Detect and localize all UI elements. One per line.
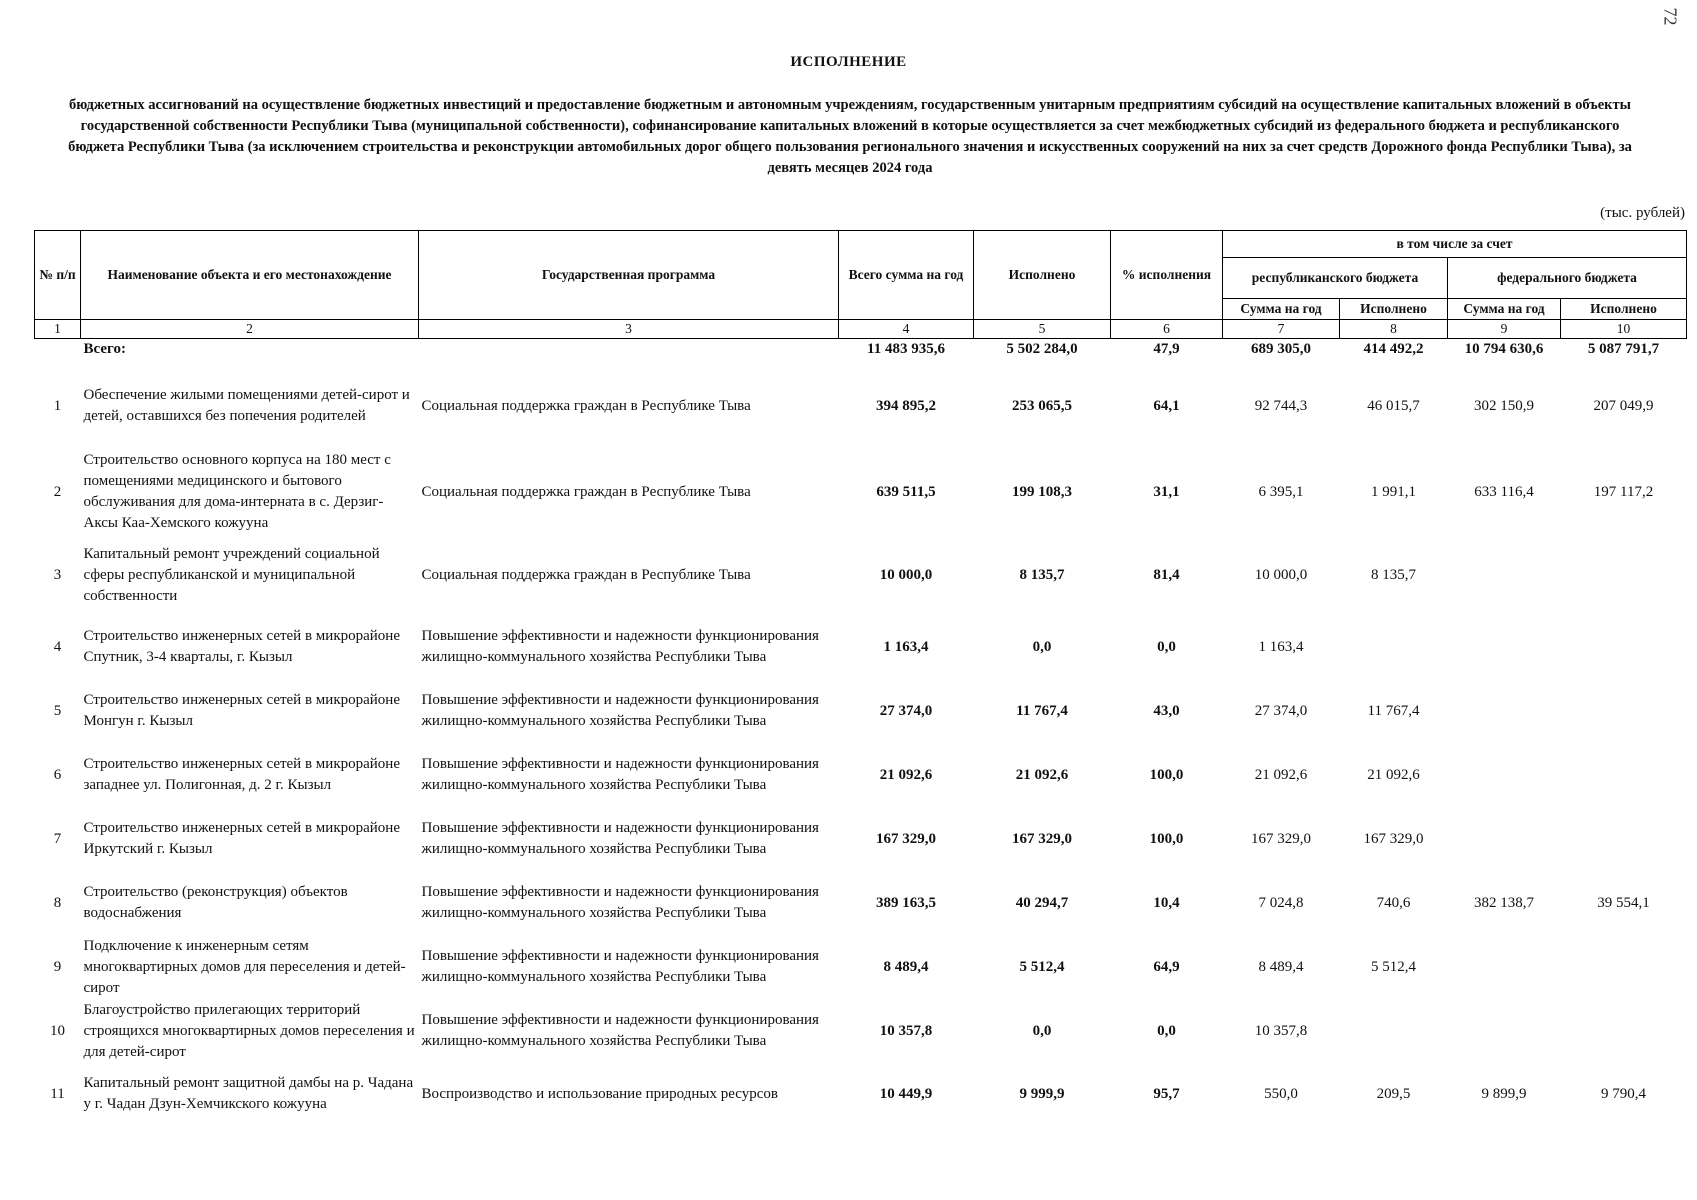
fed-exec-value: 197 117,2: [1593, 483, 1654, 500]
total-year-value: 394 895,2: [876, 397, 936, 414]
table-row: [35, 999, 1687, 1063]
page-mark: 72: [1660, 7, 1681, 26]
header-percent: % исполнения: [1111, 231, 1223, 320]
total-executed: 5 502 284,0: [1006, 341, 1078, 357]
total-year-value: 639 511,5: [876, 483, 936, 500]
table-row: [35, 679, 1687, 743]
fed-exec-value: [1561, 535, 1687, 615]
rep-exec-value: 11 767,4: [1367, 702, 1420, 719]
row-num: 7: [53, 830, 62, 847]
object-name: Обеспечение жилыми помещениями детей-сирот и детей, оставшихся без попечения родителей: [83, 387, 410, 424]
program-name: Социальная поддержка граждан в Республике Тыва: [421, 397, 751, 414]
rep-year-value: 92 744,3: [1254, 397, 1308, 414]
object-name: Благоустройство прилегающих территорий строящихся многоквартирных домов переселения и для детей-сирот: [83, 1001, 415, 1060]
percent-value: 0,0: [1157, 638, 1176, 655]
total-rep-exec: 414 492,2: [1363, 341, 1424, 357]
colnum: 8: [1340, 320, 1448, 339]
fed-year-value: 633 116,4: [1474, 483, 1534, 500]
object-name: Капитальный ремонт защитной дамбы на р. Чадана у г. Чадан Дзун-Хемчикского кожууна: [83, 1075, 414, 1112]
rep-exec-value: 209,5: [1376, 1085, 1411, 1102]
fed-year-value: 302 150,9: [1474, 397, 1534, 414]
table-row: [35, 935, 1687, 999]
total-year-value: 10 000,0: [879, 566, 933, 583]
fed-exec-value: [1561, 935, 1687, 999]
total-year-value: 10 357,8: [879, 1022, 933, 1039]
object-name: Строительство инженерных сетей в микрорайоне Монгун г. Кызыл: [83, 692, 400, 729]
rep-year-value: 10 000,0: [1254, 566, 1308, 583]
total-year-value: 8 489,4: [883, 958, 929, 975]
percent-value: 43,0: [1153, 702, 1180, 719]
table-row: [35, 615, 1687, 679]
header-including: в том числе за счет: [1223, 231, 1687, 258]
row-num: 5: [53, 702, 62, 719]
object-name: Подключение к инженерным сетям многоквартирных домов для переселения и детей-сирот: [83, 937, 406, 996]
row-num: 4: [53, 638, 62, 655]
header-name: Наименование объекта и его местонахождение: [81, 231, 419, 320]
rep-year-value: 1 163,4: [1258, 638, 1304, 655]
header-executed: Исполнено: [974, 231, 1111, 320]
executed-value: 253 065,5: [1012, 397, 1072, 414]
fed-exec-value: 39 554,1: [1597, 894, 1650, 911]
colnum: 7: [1223, 320, 1340, 339]
document-subtitle: бюджетных ассигнований на осуществление бюджетных инвестиций и предоставление бюджетным и автономным учреждениям, государственным унитарным предприятиям субсидий на осуществление капитальных вложений в объекты государственной собственности Республики Тыва (муниципальной собственности), софинансирование капитальных вложений в которые осуществляется за счет межбюджетных субсидий из федерального бюджета и республиканского бюджета Республики Тыва (за исключением строительства и реконструкции автомобильных дорог общего пользования регионального значения и искусственных сооружений на них за счет средств Дорожного фонда Республики Тыва), за девять месяцев 2024 года: [68, 97, 1632, 176]
fed-exec-value: [1561, 743, 1687, 807]
rep-year-value: 6 395,1: [1258, 483, 1304, 500]
program-name: Повышение эффективности и надежности функционирования жилищно-коммунального хозяйства Республики Тыва: [421, 820, 819, 857]
fed-year-value: [1448, 743, 1561, 807]
rep-exec-value: [1340, 615, 1448, 679]
rep-exec-value: [1340, 999, 1448, 1063]
total-year-value: 167 329,0: [876, 830, 936, 847]
fed-exec-value: [1561, 679, 1687, 743]
percent-value: 0,0: [1157, 1022, 1176, 1039]
fed-year-value: [1448, 999, 1561, 1063]
rep-exec-value: 46 015,7: [1367, 397, 1420, 414]
total-fed-year: 10 794 630,6: [1464, 341, 1544, 357]
executed-value: 199 108,3: [1012, 483, 1072, 500]
row-num: 8: [53, 894, 62, 911]
colnum: 6: [1111, 320, 1223, 339]
total-year-value: 1 163,4: [883, 638, 929, 655]
program-name: Повышение эффективности и надежности функционирования жилищно-коммунального хозяйства Республики Тыва: [421, 628, 819, 665]
total-row: [35, 339, 1687, 364]
rep-year-value: 550,0: [1264, 1085, 1298, 1102]
header-fed-exec: Исполнено: [1561, 299, 1687, 320]
header-republic: республиканского бюджета: [1223, 258, 1448, 299]
fed-exec-value: [1561, 615, 1687, 679]
executed-value: 40 294,7: [1015, 894, 1069, 911]
rep-exec-value: 1 991,1: [1371, 483, 1416, 500]
header-num: № п/п: [35, 231, 81, 320]
executed-value: 21 092,6: [1015, 766, 1069, 783]
program-name: Повышение эффективности и надежности функционирования жилищно-коммунального хозяйства Республики Тыва: [421, 884, 819, 921]
total-year-value: 21 092,6: [879, 766, 933, 783]
rep-exec-value: 21 092,6: [1367, 766, 1420, 783]
program-name: Воспроизводство и использование природных ресурсов: [421, 1085, 778, 1102]
header-federal: федерального бюджета: [1448, 258, 1687, 299]
row-num: 6: [53, 766, 62, 783]
row-num: 11: [50, 1085, 65, 1102]
rep-year-value: 27 374,0: [1254, 702, 1308, 719]
percent-value: 64,1: [1153, 397, 1180, 414]
fed-exec-value: [1561, 807, 1687, 871]
rep-year-value: 21 092,6: [1254, 766, 1308, 783]
object-name: Капитальный ремонт учреждений социальной сферы республиканской и муниципальной собственности: [83, 545, 380, 604]
program-name: Повышение эффективности и надежности функционирования жилищно-коммунального хозяйства Республики Тыва: [421, 1012, 819, 1049]
rep-exec-value: 167 329,0: [1363, 830, 1424, 847]
executed-value: 11 767,4: [1016, 702, 1068, 719]
rep-exec-value: 740,6: [1376, 894, 1411, 911]
object-name: Строительство инженерных сетей в микрорайоне западнее ул. Полигонная, д. 2 г. Кызыл: [83, 756, 400, 793]
object-name: Строительство основного корпуса на 180 мест с помещениями медицинского и бытового обслуживания для дома-интерната в с. Дерзиг-Аксы Каа-Хемского кожууна: [83, 452, 391, 531]
program-name: Социальная поддержка граждан в Республике Тыва: [421, 483, 751, 500]
percent-value: 81,4: [1153, 566, 1180, 583]
fed-year-value: [1448, 807, 1561, 871]
document-title: ИСПОЛНЕНИЕ: [790, 54, 907, 70]
executed-value: 8 135,7: [1019, 566, 1065, 583]
header-rep-exec: Исполнено: [1340, 299, 1448, 320]
rep-year-value: 7 024,8: [1258, 894, 1304, 911]
executed-value: 0,0: [1032, 1022, 1052, 1039]
executed-value: 167 329,0: [1012, 830, 1072, 847]
header-program: Государственная программа: [419, 231, 839, 320]
row-num: 9: [53, 958, 62, 975]
colnum: 1: [35, 320, 81, 339]
table-row: [35, 1063, 1687, 1125]
table-row: [35, 807, 1687, 871]
percent-value: 100,0: [1149, 766, 1184, 783]
fed-exec-value: [1561, 999, 1687, 1063]
colnum: 9: [1448, 320, 1561, 339]
colnum: 3: [419, 320, 839, 339]
percent-value: 100,0: [1149, 830, 1184, 847]
rep-year-value: 10 357,8: [1254, 1022, 1308, 1039]
fed-year-value: [1448, 535, 1561, 615]
object-name: Строительство инженерных сетей в микрорайоне Иркутский г. Кызыл: [83, 820, 400, 857]
total-year-value: 10 449,9: [879, 1085, 933, 1102]
object-name: Строительство инженерных сетей в микрорайоне Спутник, 3-4 кварталы, г. Кызыл: [83, 628, 400, 665]
units-label: (тыс. рублей): [1600, 205, 1685, 221]
percent-value: 95,7: [1153, 1085, 1180, 1102]
fed-year-value: [1448, 679, 1561, 743]
executed-value: 5 512,4: [1019, 958, 1065, 975]
rep-exec-value: 8 135,7: [1371, 566, 1416, 583]
table-row: [35, 535, 1687, 615]
percent-value: 31,1: [1153, 483, 1180, 500]
table-header: [35, 231, 1687, 339]
colnum: 2: [81, 320, 419, 339]
colnum: 4: [839, 320, 974, 339]
column-numbers-row: [35, 320, 1687, 339]
colnum: 10: [1561, 320, 1687, 339]
header-total-year: Всего сумма на год: [839, 231, 974, 320]
total-year: 11 483 935,6: [867, 341, 945, 357]
table-row: [35, 363, 1687, 449]
row-num: 3: [53, 566, 62, 583]
table-row: [35, 871, 1687, 935]
row-num: 10: [50, 1022, 65, 1039]
rep-year-value: 167 329,0: [1251, 830, 1311, 847]
table-row: [35, 743, 1687, 807]
colnum: 5: [974, 320, 1111, 339]
object-name: Строительство (реконструкция) объектов водоснабжения: [83, 884, 348, 921]
total-fed-exec: 5 087 791,7: [1587, 341, 1660, 357]
budget-table: [34, 230, 1687, 1125]
table-row: [35, 449, 1687, 535]
rep-year-value: 8 489,4: [1258, 958, 1304, 975]
executed-value: 9 999,9: [1019, 1085, 1065, 1102]
total-year-value: 27 374,0: [879, 702, 933, 719]
total-percent: 47,9: [1153, 341, 1180, 357]
fed-year-value: [1448, 935, 1561, 999]
fed-exec-value: 207 049,9: [1593, 397, 1654, 414]
header-fed-year: Сумма на год: [1448, 299, 1561, 320]
header-rep-year: Сумма на год: [1223, 299, 1340, 320]
total-year-value: 389 163,5: [876, 894, 936, 911]
row-num: 2: [53, 483, 62, 500]
fed-exec-value: 9 790,4: [1601, 1085, 1646, 1102]
program-name: Повышение эффективности и надежности функционирования жилищно-коммунального хозяйства Республики Тыва: [421, 692, 819, 729]
percent-value: 10,4: [1153, 894, 1180, 911]
program-name: Повышение эффективности и надежности функционирования жилищно-коммунального хозяйства Республики Тыва: [421, 756, 819, 793]
rep-exec-value: 5 512,4: [1371, 958, 1416, 975]
program-name: Социальная поддержка граждан в Республике Тыва: [421, 566, 751, 583]
percent-value: 64,9: [1153, 958, 1180, 975]
total-label: Всего:: [83, 341, 126, 357]
fed-year-value: [1448, 615, 1561, 679]
fed-year-value: 9 899,9: [1481, 1085, 1527, 1102]
row-num: 1: [53, 397, 62, 414]
fed-year-value: 382 138,7: [1474, 894, 1534, 911]
executed-value: 0,0: [1032, 638, 1052, 655]
program-name: Повышение эффективности и надежности функционирования жилищно-коммунального хозяйства Республики Тыва: [421, 948, 819, 985]
total-rep-year: 689 305,0: [1251, 341, 1311, 357]
table-body: [35, 339, 1687, 1126]
